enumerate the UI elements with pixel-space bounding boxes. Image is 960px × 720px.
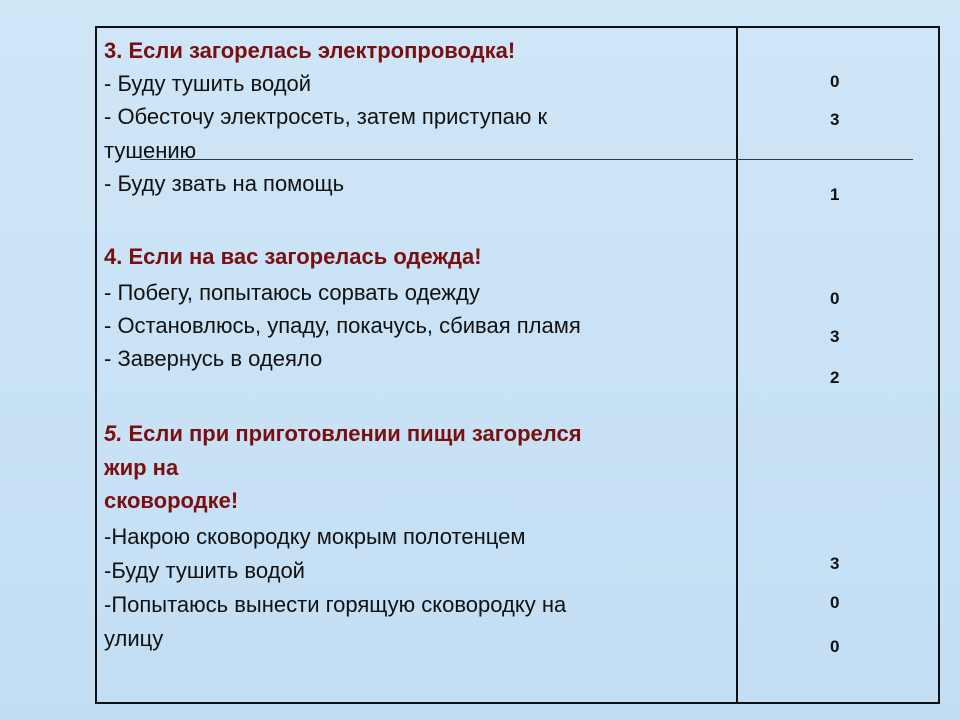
q5-score-1: 3 xyxy=(830,554,840,573)
q3-score-2: 3 xyxy=(830,110,840,129)
q5-heading-number: 5. xyxy=(104,421,123,446)
q3-option-1: - Буду тушить водой xyxy=(104,71,312,96)
q4-option-1: - Побегу, попытаюсь сорвать одежду xyxy=(104,280,480,305)
q5-heading-line-2: жир на xyxy=(104,455,179,480)
q5-heading-line-3: сковородке! xyxy=(104,488,239,513)
q3-option-3: - Буду звать на помощь xyxy=(104,171,345,196)
q4-score-3: 2 xyxy=(830,368,840,387)
q5-score-2: 0 xyxy=(830,593,840,612)
q3-score-1: 0 xyxy=(830,72,840,91)
q5-option-2: -Буду тушить водой xyxy=(104,558,305,583)
q5-heading-text: Если при приготовлении пищи загорелся xyxy=(122,421,582,446)
q5-option-3-line-2: улицу xyxy=(104,626,164,651)
q4-heading: 4. Если на вас загорелась одежда! xyxy=(104,244,482,269)
q3-option-2-line-2: тушению xyxy=(104,138,197,163)
q3-option-2-line-1: - Обесточу электросеть, затем приступаю к xyxy=(104,104,548,129)
q4-score-2: 3 xyxy=(830,327,840,346)
q3-heading: 3. Если загорелась электропроводка! xyxy=(104,38,516,63)
row-divider xyxy=(140,159,913,160)
q3-score-3: 1 xyxy=(830,185,840,204)
q5-option-1: -Накрою сковородку мокрым полотенцем xyxy=(104,524,526,549)
q5-heading-line-1 xyxy=(104,421,582,447)
q4-score-1: 0 xyxy=(830,289,840,308)
column-divider xyxy=(736,26,738,704)
q4-option-2: - Остановлюсь, упаду, покачусь, сбивая пламя xyxy=(104,313,581,338)
q4-option-3: - Завернусь в одеяло xyxy=(104,346,323,371)
q5-score-3: 0 xyxy=(830,637,840,656)
q5-option-3-line-1: -Попытаюсь вынести горящую сковородку на xyxy=(104,592,567,617)
